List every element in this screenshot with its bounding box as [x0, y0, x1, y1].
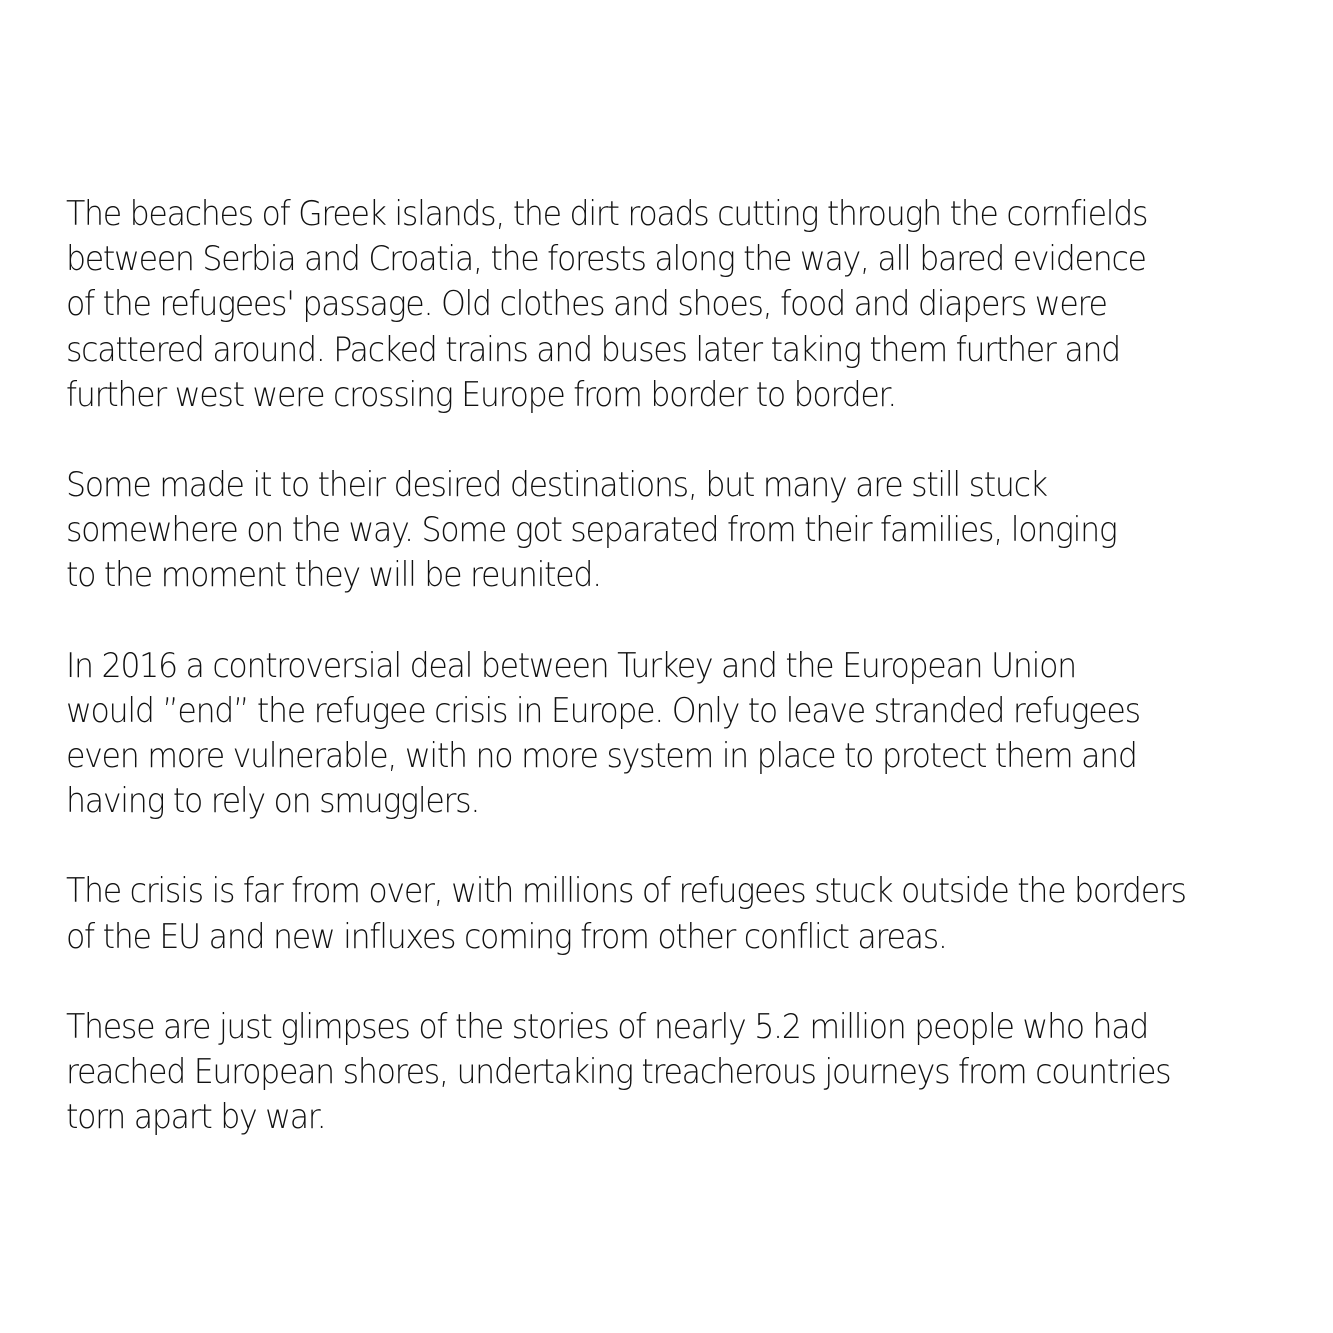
text-line: The crisis is far from over, with millions of refugees stuck outside the borders	[66, 871, 1186, 912]
text-line: would ”end” the refugee crisis in Europe. Only to leave stranded refugees	[66, 690, 1140, 731]
text-line: The beaches of Greek islands, the dirt roads cutting through the cornfields	[66, 194, 1148, 234]
text-line: scattered around. Packed trains and buses later taking them further and	[66, 329, 1120, 370]
text-block	[66, 192, 1296, 1185]
paragraph-1	[66, 192, 1296, 418]
text-line: These are just glimpses of the stories of nearly 5.2 million people who had	[66, 1006, 1149, 1047]
text-line: even more vulnerable, with no more system in place to protect them and	[66, 736, 1137, 777]
text-line: reached European shores, undertaking treacherous journeys from countries	[66, 1052, 1171, 1093]
text-line: of the EU and new influxes coming from other conflict areas.	[66, 916, 947, 957]
text-line: to the moment they will be reunited.	[66, 555, 601, 596]
paragraph-3	[66, 644, 1296, 825]
text-line: In 2016 a controversial deal between Turkey and the European Union	[66, 645, 1076, 686]
text-line: between Serbia and Croatia, the forests along the way, all bared evidence	[66, 239, 1146, 280]
text-line: Some made it to their desired destinations, but many are still stuck	[66, 465, 1047, 506]
text-line: torn apart by war.	[66, 1097, 326, 1138]
paragraph-4	[66, 869, 1296, 959]
paragraph-2	[66, 463, 1296, 599]
paragraph-5	[66, 1005, 1296, 1141]
text-line: of the refugees' passage. Old clothes and shoes, food and diapers were	[66, 284, 1107, 325]
text-line: having to rely on smugglers.	[66, 781, 480, 822]
text-line: further west were crossing Europe from border to border.	[66, 374, 897, 415]
text-line: somewhere on the way. Some got separated from their families, longing	[66, 510, 1117, 551]
